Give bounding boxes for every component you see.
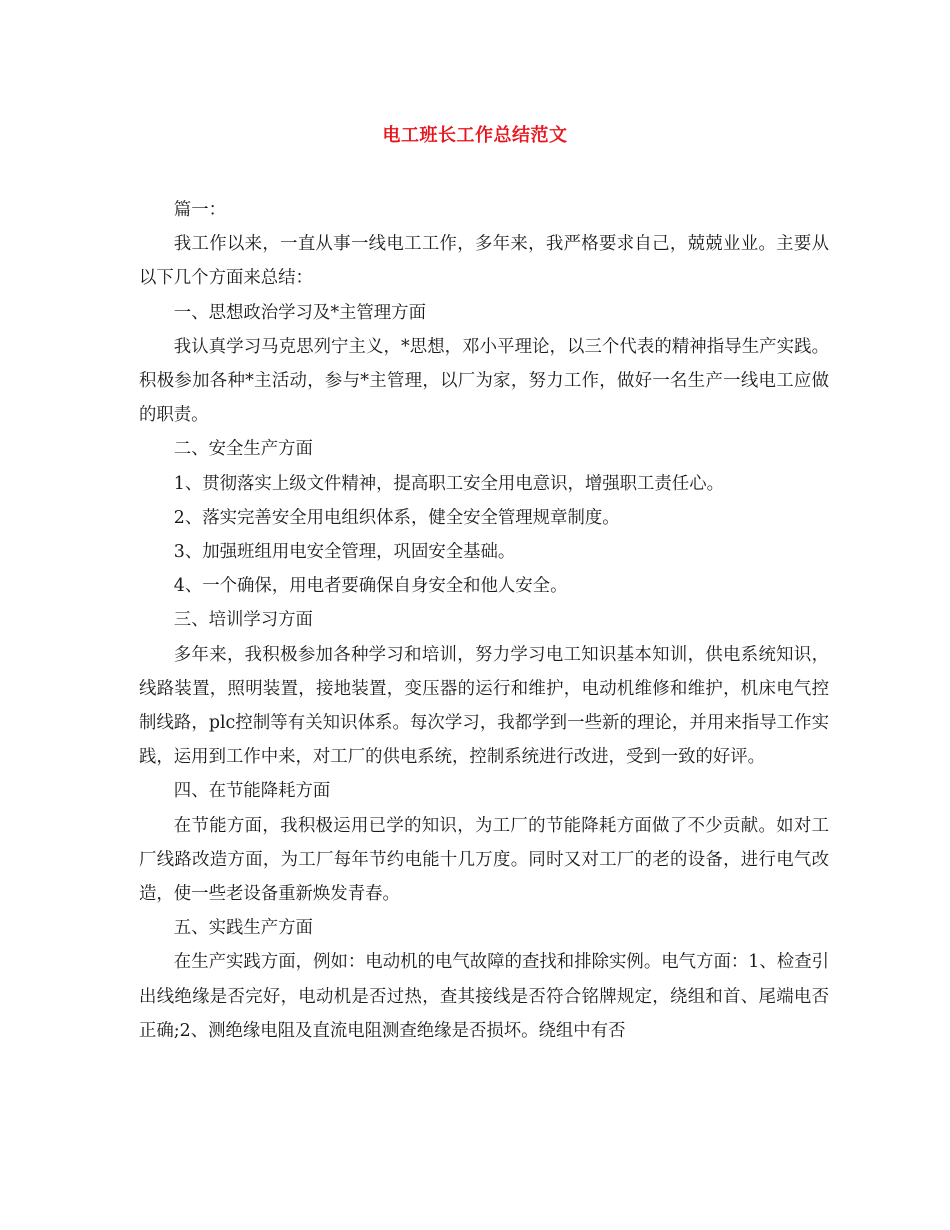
body-paragraph: 多年来，我积极参加各种学习和培训，努力学习电工知识基本知训，供电系统知识，线路装置，照明装置，接地装置，变压器的运行和维护，电动机维修和维护，机床电气控制线路，plc控制等有关知识体系。每次学习，我都学到一些新的理论，并用来指导工作实践，运用到工作中来，对工厂的供电系统，控制系统进行改进，受到一致的好评。 (139, 644, 829, 768)
section-heading-2: 二、安全生产方面 (173, 439, 313, 460)
list-item: 4、一个确保，用电者要确保自身安全和他人安全。 (173, 576, 568, 597)
body-paragraph: 在节能方面，我积极运用已学的知识，为工厂的节能降耗方面做了不少贡献。如对工厂线路改造方面，为工厂每年节约电能十几万度。同时又对工厂的老的设备，进行电气改造，使一些老设备重新焕发青春。 (139, 815, 829, 905)
section-heading-3: 三、培训学习方面 (173, 610, 313, 631)
list-item: 2、落实完善安全用电组织体系，健全安全管理规章制度。 (173, 507, 620, 528)
list-item: 3、加强班组用电安全管理，巩固安全基础。 (173, 542, 516, 563)
body-paragraph: 我认真学习马克思列宁主义，*思想，邓小平理论，以三个代表的精神指导生产实践。积极参加各种*主活动，参与*主管理，以厂为家，努力工作，做好一名生产一线电工应做的职责。 (139, 336, 829, 426)
section-heading-4: 四、在节能降耗方面 (173, 781, 331, 802)
document-title: 电工班长工作总结范文 (382, 125, 568, 146)
section-heading-1: 一、思想政治学习及*主管理方面 (173, 302, 426, 323)
section-label-pian-1: 篇一： (173, 200, 226, 220)
body-paragraph: 在生产实践方面，例如：电动机的电气故障的查找和排除实例。电气方面：1、检查引出线绝缘是否完好，电动机是否过热，查其接线是否符合铭牌规定，绕组和首、尾端电否正确;2、测绝缘电阻及直流电阻测查绝缘是否损坏。绕组中有否 (139, 952, 829, 1041)
document-body (139, 193, 829, 1048)
list-item: 1、贯彻落实上级文件精神，提高职工安全用电意识，增强职工责任心。 (173, 473, 724, 494)
intro-paragraph: 我工作以来，一直从事一线电工工作，多年来，我严格要求自己，兢兢业业。主要从以下几个方面来总结： (139, 234, 829, 289)
section-heading-5: 五、实践生产方面 (173, 918, 313, 939)
